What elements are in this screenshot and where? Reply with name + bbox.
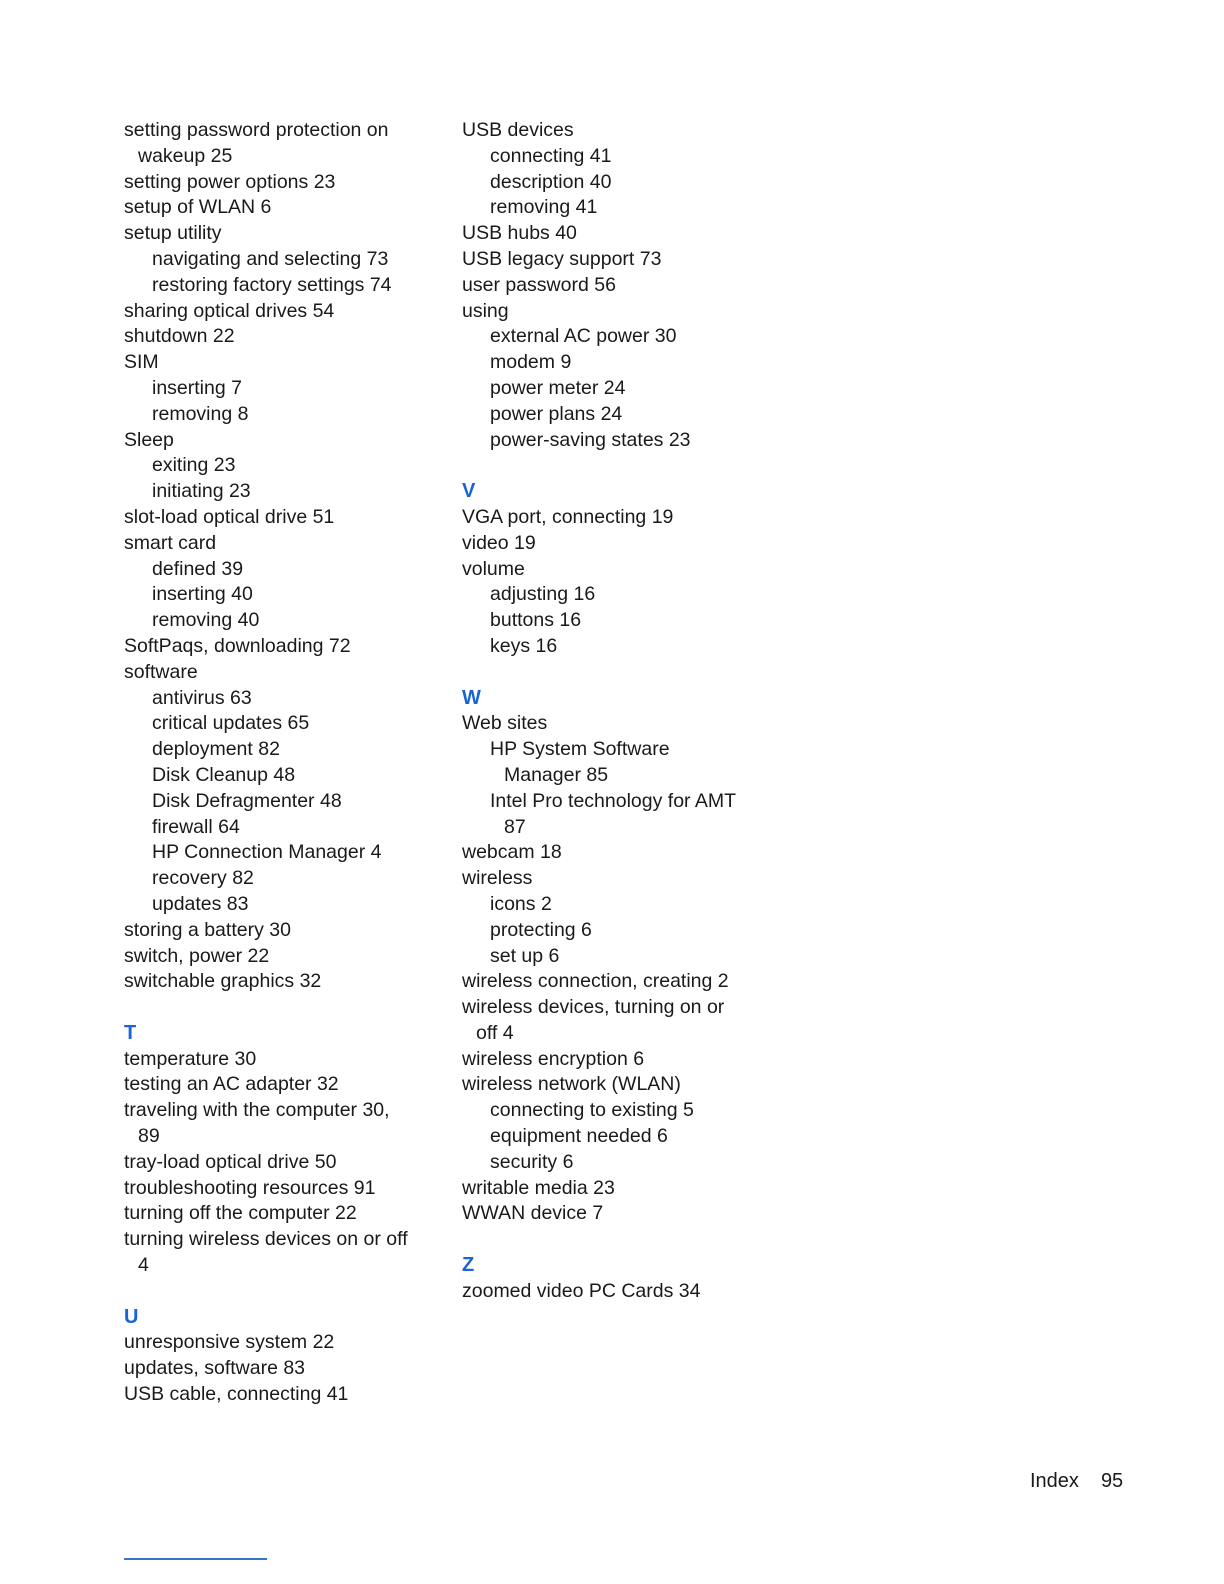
index-entry: sharing optical drives 54 [124, 299, 335, 322]
index-subentry: icons 2 [490, 892, 552, 915]
footer-label: Index [1030, 1470, 1079, 1492]
index-entry: slot-load optical drive 51 [124, 505, 335, 528]
index-subentry: firewall 64 [152, 815, 240, 838]
index-letter-heading: V [462, 480, 476, 503]
index-entry: temperature 30 [124, 1047, 257, 1070]
index-entry: Sleep [124, 428, 174, 451]
index-entry: wireless connection, creating 2 [462, 970, 729, 993]
page-footer [1030, 1470, 1123, 1493]
index-entry: zoomed video PC Cards 34 [462, 1279, 701, 1302]
index-entry: USB cable, connecting 41 [124, 1383, 349, 1406]
index-subentry: protecting 6 [490, 918, 592, 941]
index-entry: setting power options 23 [124, 170, 336, 193]
footer-rule [124, 1558, 267, 1560]
index-entry: webcam 18 [462, 841, 562, 864]
index-subentry: exiting 23 [152, 454, 236, 477]
index-entry: switchable graphics 32 [124, 970, 322, 993]
index-entry: storing a battery 30 [124, 918, 291, 941]
index-entry: testing an AC adapter 32 [124, 1073, 339, 1096]
index-entry: WWAN device 7 [462, 1202, 604, 1225]
index-column-left [124, 118, 444, 1408]
index-entry: shutdown 22 [124, 325, 235, 348]
index-entry: setting password protection on [124, 119, 389, 141]
index-subentry: Disk Defragmenter 48 [152, 789, 342, 812]
index-subentry: updates 83 [152, 892, 249, 915]
index-subentry: connecting to existing 5 [490, 1099, 694, 1122]
index-entry: setup of WLAN 6 [124, 196, 272, 219]
index-subentry: deployment 82 [152, 738, 280, 761]
index-subentry: removing 41 [490, 196, 598, 219]
index-subentry: power meter 24 [490, 376, 626, 399]
index-subentry: modem 9 [490, 351, 572, 374]
index-subentry-continuation: 87 [504, 815, 526, 838]
index-entry: software [124, 660, 198, 683]
index-subentry: keys 16 [490, 634, 558, 657]
index-letter-heading: Z [462, 1254, 475, 1277]
section-gap [462, 1227, 782, 1253]
index-entry: tray-load optical drive 50 [124, 1150, 337, 1173]
index-entry: video 19 [462, 531, 536, 554]
index-entry: wireless network (WLAN) [462, 1073, 681, 1096]
index-entry: SoftPaqs, downloading 72 [124, 634, 351, 657]
index-subentry: connecting 41 [490, 144, 612, 167]
index-entry: wireless [462, 867, 533, 890]
index-subentry: security 6 [490, 1150, 574, 1173]
index-subentry: power-saving states 23 [490, 428, 691, 451]
section-gap [462, 453, 782, 479]
index-subentry-continuation: Manager 85 [504, 763, 609, 786]
index-entry: turning wireless devices on or off [124, 1228, 408, 1251]
index-letter-heading: T [124, 1021, 137, 1044]
index-entry: smart card [124, 531, 217, 554]
index-subentry: external AC power 30 [490, 325, 677, 348]
index-subentry: Disk Cleanup 48 [152, 763, 296, 786]
index-subentry: description 40 [490, 170, 612, 193]
index-subentry: removing 40 [152, 609, 260, 632]
index-entry-continuation: off 4 [476, 1021, 514, 1044]
page-number: 95 [1100, 1470, 1124, 1492]
index-entry: VGA port, connecting 19 [462, 505, 674, 528]
index-subentry: critical updates 65 [152, 712, 310, 735]
index-subentry: navigating and selecting 73 [152, 247, 389, 270]
section-gap [462, 660, 782, 686]
index-subentry: HP Connection Manager 4 [152, 841, 382, 864]
index-entry: using [462, 299, 509, 322]
index-entry: troubleshooting resources 91 [124, 1176, 376, 1199]
index-subentry: inserting 40 [152, 583, 253, 606]
index-entry: USB legacy support 73 [462, 247, 662, 270]
index-subentry: Intel Pro technology for AMT [490, 789, 737, 812]
index-entry: writable media 23 [462, 1176, 615, 1199]
index-letter-heading: W [462, 686, 481, 709]
index-subentry: restoring factory settings 74 [152, 273, 392, 296]
index-entry: USB hubs 40 [462, 222, 577, 245]
index-subentry: adjusting 16 [490, 583, 596, 606]
index-subentry: HP System Software [490, 738, 670, 761]
index-subentry: defined 39 [152, 557, 244, 580]
index-entry: Web sites [462, 712, 548, 735]
index-entry-continuation: 89 [138, 1125, 160, 1148]
index-entry: user password 56 [462, 273, 616, 296]
index-entry: SIM [124, 351, 159, 374]
index-entry-continuation: wakeup 25 [138, 144, 233, 167]
index-subentry: equipment needed 6 [490, 1125, 668, 1148]
section-gap [124, 995, 444, 1021]
index-subentry: power plans 24 [490, 402, 623, 425]
index-entry: wireless encryption 6 [462, 1047, 645, 1070]
index-entry: unresponsive system 22 [124, 1331, 335, 1354]
index-entry: wireless devices, turning on or [462, 996, 725, 1019]
index-entry: updates, software 83 [124, 1357, 306, 1380]
index-subentry: set up 6 [490, 944, 560, 967]
index-letter-heading: U [124, 1305, 139, 1328]
index-subentry: initiating 23 [152, 480, 251, 503]
index-entry: USB devices [462, 119, 574, 141]
index-entry: turning off the computer 22 [124, 1202, 357, 1225]
index-entry: volume [462, 557, 525, 580]
index-subentry: removing 8 [152, 402, 249, 425]
index-subentry: recovery 82 [152, 867, 254, 890]
index-subentry: inserting 7 [152, 376, 242, 399]
index-subentry: buttons 16 [490, 609, 582, 632]
index-entry: switch, power 22 [124, 944, 270, 967]
section-gap [124, 1279, 444, 1305]
index-entry-continuation: 4 [138, 1254, 149, 1277]
index-column-right [462, 118, 782, 1305]
index-entry: traveling with the computer 30, [124, 1099, 390, 1122]
index-entry: setup utility [124, 222, 222, 245]
index-subentry: antivirus 63 [152, 686, 252, 709]
